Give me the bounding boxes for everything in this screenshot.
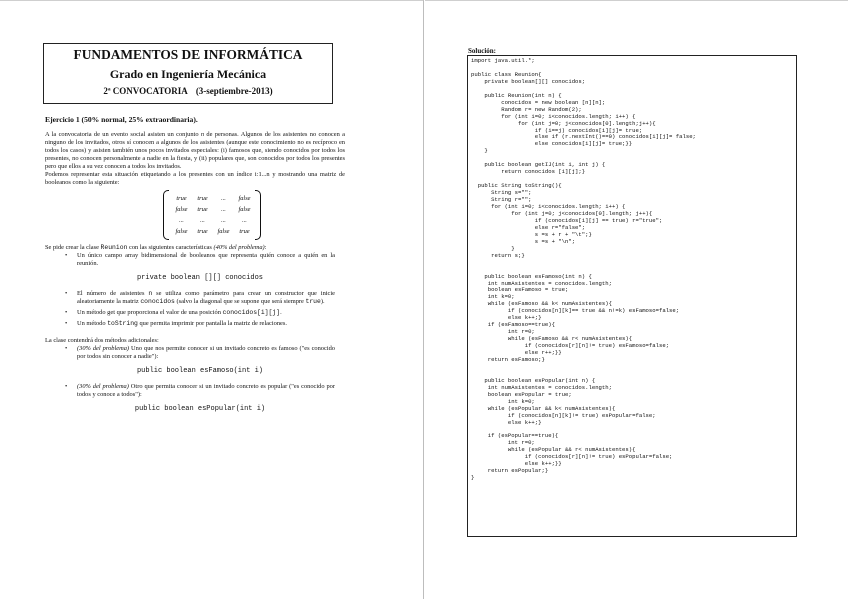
solution-code-box [467, 55, 797, 537]
inline-code: conocidos[i][j] [222, 309, 281, 316]
solution-code [471, 58, 793, 482]
list-item [65, 383, 335, 399]
code-line: else k++;}} [471, 460, 562, 468]
code-line: String r=""; [471, 196, 532, 204]
class-name-code: Reunion [100, 244, 128, 251]
requirements-intro [45, 244, 345, 252]
code-line: return esFamoso;} [471, 355, 545, 363]
inline-code: conocidos [140, 298, 175, 305]
inline-code: toString [107, 320, 138, 327]
code-line: if (esFamoso==true){ [471, 321, 555, 329]
code-line: s =s + "\n"; [471, 237, 576, 245]
code-line: int k=0; [471, 293, 515, 301]
title-box [43, 43, 333, 104]
intro-text-b: de personas. Algunos de los asistentes no conocen a ninguno de los invitados, otros sí conocen a algunos de los asistentes (aunque este conocimiento no es recíproco en todos los casos) y asisten también unos pocos invitados especiales: (i) famosos que, siendo conocidos por todos los presentes, no conocen personalmente a nadie en la fiesta, y (ii) populares que, son conocidos por todos los presentes pero que ellos a su vez conocen a todos los invitados. [45, 131, 345, 170]
degree-title: Grado en Ingeniería Mecánica [109, 67, 267, 81]
exam-session [44, 85, 332, 97]
list-item [65, 345, 335, 361]
matrix-row [171, 193, 255, 204]
code-line: public class Reunion{ [471, 70, 542, 78]
code-line: if (conocidos[r][n]!= true) esPopular=false; [471, 453, 673, 461]
code-line: if (conocidos[r][n]!= true) esFamoso=false; [471, 342, 670, 350]
matrix-cell: ... [221, 206, 226, 213]
code-line: if (esPopular==true){ [471, 432, 559, 440]
page-edge [425, 0, 848, 1]
page-edge [0, 0, 423, 1]
code-line: else r="false"; [471, 223, 586, 231]
code-line: int numAsistentes = conocidos.length; [471, 279, 612, 287]
matrix-cell: false [175, 206, 188, 213]
esfamoso-signature-code: public boolean esFamoso(int i) [136, 367, 264, 375]
matrix-cell: true [197, 195, 208, 202]
method-weight-note: (30% del problema) [77, 383, 129, 390]
matrix-cell: true [239, 228, 250, 235]
matrix-table [171, 193, 255, 237]
list-item-text: se utiliza como parámetro para crear un constructor que inicie aleatoriamente la matriz [77, 290, 335, 305]
right-page [425, 0, 848, 599]
code-line: while (esFamoso && r< numAsistentes){ [471, 335, 633, 343]
list-item [65, 290, 335, 306]
matrix-cell: ... [179, 217, 184, 224]
code-line: boolean esFamoso = true; [471, 286, 569, 294]
matrix-row [171, 215, 255, 226]
code-line: int k=0; [471, 397, 535, 405]
code-line: if (conocidos[n][k]!= true) esPopular=false; [471, 411, 656, 419]
matrix-left-bracket [163, 190, 169, 240]
code-line: for (int i=0; i<conocidos.length; i++) { [471, 112, 636, 120]
list-item-text: que permita imprimir por pantalla la matriz de relaciones. [137, 320, 287, 327]
code-line: return esPopular;} [471, 467, 549, 475]
req-text-b: con las siguientes características [127, 244, 214, 251]
req-weight-note: (40% del problema) [213, 244, 265, 251]
list-item-text: Un método get que proporciona el valor de una posición [77, 309, 223, 316]
boolean-matrix [163, 190, 261, 240]
code-line: public boolean esFamoso(int n) { [471, 272, 592, 280]
list-item [65, 252, 335, 268]
code-line: if (conocidos[i][j] == true) r="true"; [471, 216, 663, 224]
code-line: String s=""; [471, 189, 532, 197]
req-text-a: Se pide crear la clase [45, 244, 101, 251]
solution-label: Solución: [468, 47, 497, 55]
list-item [65, 309, 335, 317]
exam-date: (3-septiembre-2013) [195, 86, 273, 96]
code-line: } [471, 474, 475, 482]
espopular-signature-code: public boolean esPopular(int i) [134, 405, 266, 413]
matrix-cell: true [176, 195, 187, 202]
matrix-row [171, 204, 255, 215]
matrix-right-bracket [255, 190, 261, 240]
matrix-cell: true [197, 206, 208, 213]
list-item-text: Otro que permita conocer si un invitado concreto es popular ("es conocido por todos y conoce a todos"): [77, 383, 335, 398]
methods-intro: La clase contendrá dos métodos adicionales: [45, 337, 159, 344]
matrix-cell: false [175, 228, 188, 235]
inline-code: true [305, 298, 321, 305]
matrix-cell: ... [242, 217, 247, 224]
code-line: int r=0; [471, 328, 535, 336]
code-line: s =s + r + "\t";} [471, 230, 592, 238]
intro-text-a: A la convocatoria de un evento social asisten un conjunto [45, 131, 201, 138]
exercise-content [45, 115, 345, 421]
method-weight-note: (30% del problema) [77, 345, 130, 352]
code-line: public boolean getIJ(int i, int j) { [471, 161, 606, 169]
matrix-cell: ... [221, 195, 226, 202]
field-declaration-code: private boolean [][] conocidos [136, 274, 264, 282]
list-item-text: Uno que nos permite conocer si un invitado concreto es famoso ("es conocido por todos sin conocer a nadie"): [77, 345, 336, 360]
code-line: if (i==j) conocidos[i][j]= true; [471, 126, 643, 134]
exercise-heading: Ejercicio 1 (50% normal, 25% extraordinaria). [45, 115, 198, 124]
code-line: import java.util.*; [471, 57, 535, 64]
intro-variable-n: n [200, 131, 205, 138]
code-line: while (esPopular && k< numAsistentes){ [471, 404, 616, 412]
course-title: FUNDAMENTOS DE INFORMÁTICA [73, 47, 303, 62]
code-line: else r++;}} [471, 349, 562, 357]
code-line: boolean esPopular = true; [471, 390, 572, 398]
code-line: return s;} [471, 251, 525, 259]
code-line: if (conocidos[n][k]== true && n!=k) esFamoso=false; [471, 307, 680, 315]
code-line: public String toString(){ [471, 182, 562, 190]
matrix-cell: false [217, 228, 230, 235]
intro-paragraph [45, 131, 345, 171]
list-item-text: . [280, 309, 282, 316]
methods-list [65, 345, 335, 361]
code-line: for (int j=0; j<conocidos[0].length;j++){ [471, 119, 656, 127]
exam-call: 2ª CONVOCATORIA [103, 86, 188, 96]
code-line: else conocidos[i][j]= true;}} [471, 140, 633, 148]
list-item-text: ). [320, 298, 325, 305]
code-line: int numAsistentes = conocidos.length; [471, 383, 612, 391]
code-line: int r=0; [471, 439, 535, 447]
matrix-cell: false [238, 206, 251, 213]
code-line: Random r= new Random(2); [471, 105, 582, 113]
matrix-intro-paragraph: Podemos representar esta situación etiquetando a los presentes con un índice i:1...n y mostrando una matriz de booleanos como la siguiente: [45, 171, 345, 186]
matrix-cell: true [197, 228, 208, 235]
inline-code: n [148, 290, 153, 297]
list-item-text: Un único campo array bidimensional de booleanos que representa quién conoce a quién en la reunión. [77, 252, 335, 267]
code-line: for (int j=0; j<conocidos[0].length; j++){ [471, 209, 653, 217]
code-line: public boolean esPopular(int n) { [471, 376, 596, 384]
code-line: for (int i=0; i<conocidos.length; i++) { [471, 203, 626, 211]
code-line: else k++;} [471, 418, 542, 426]
list-item [65, 320, 335, 328]
requirements-list [65, 252, 335, 268]
matrix-cell: ... [221, 217, 226, 224]
code-line: else k++;} [471, 314, 542, 322]
list-item-text: El número de asistentes [77, 290, 149, 297]
code-line: while (esFamoso && k< numAsistentes){ [471, 300, 612, 308]
code-line: public Reunion(int n) { [471, 91, 562, 99]
requirements-list-continued [65, 290, 335, 328]
matrix-row [171, 226, 255, 237]
code-line: } [471, 244, 515, 252]
list-item-text: (salvo la diagonal que se supone que será siempre [174, 298, 306, 305]
code-line: return conocidos [i][j];} [471, 168, 586, 176]
matrix-cell: false [238, 195, 251, 202]
code-line: else if (r.nextInt()==0) conocidos[i][j]= false; [471, 133, 696, 141]
code-line: } [471, 147, 488, 155]
methods-list-continued [65, 383, 335, 399]
list-item-text: Un método [77, 320, 108, 327]
matrix-cell: ... [200, 217, 205, 224]
code-line: conocidos = new boolean [n][n]; [471, 98, 606, 106]
req-text-c: : [264, 244, 267, 251]
code-line: private boolean[][] conocidos; [471, 77, 586, 85]
code-line: while (esPopular && r< numAsistentes){ [471, 446, 636, 454]
